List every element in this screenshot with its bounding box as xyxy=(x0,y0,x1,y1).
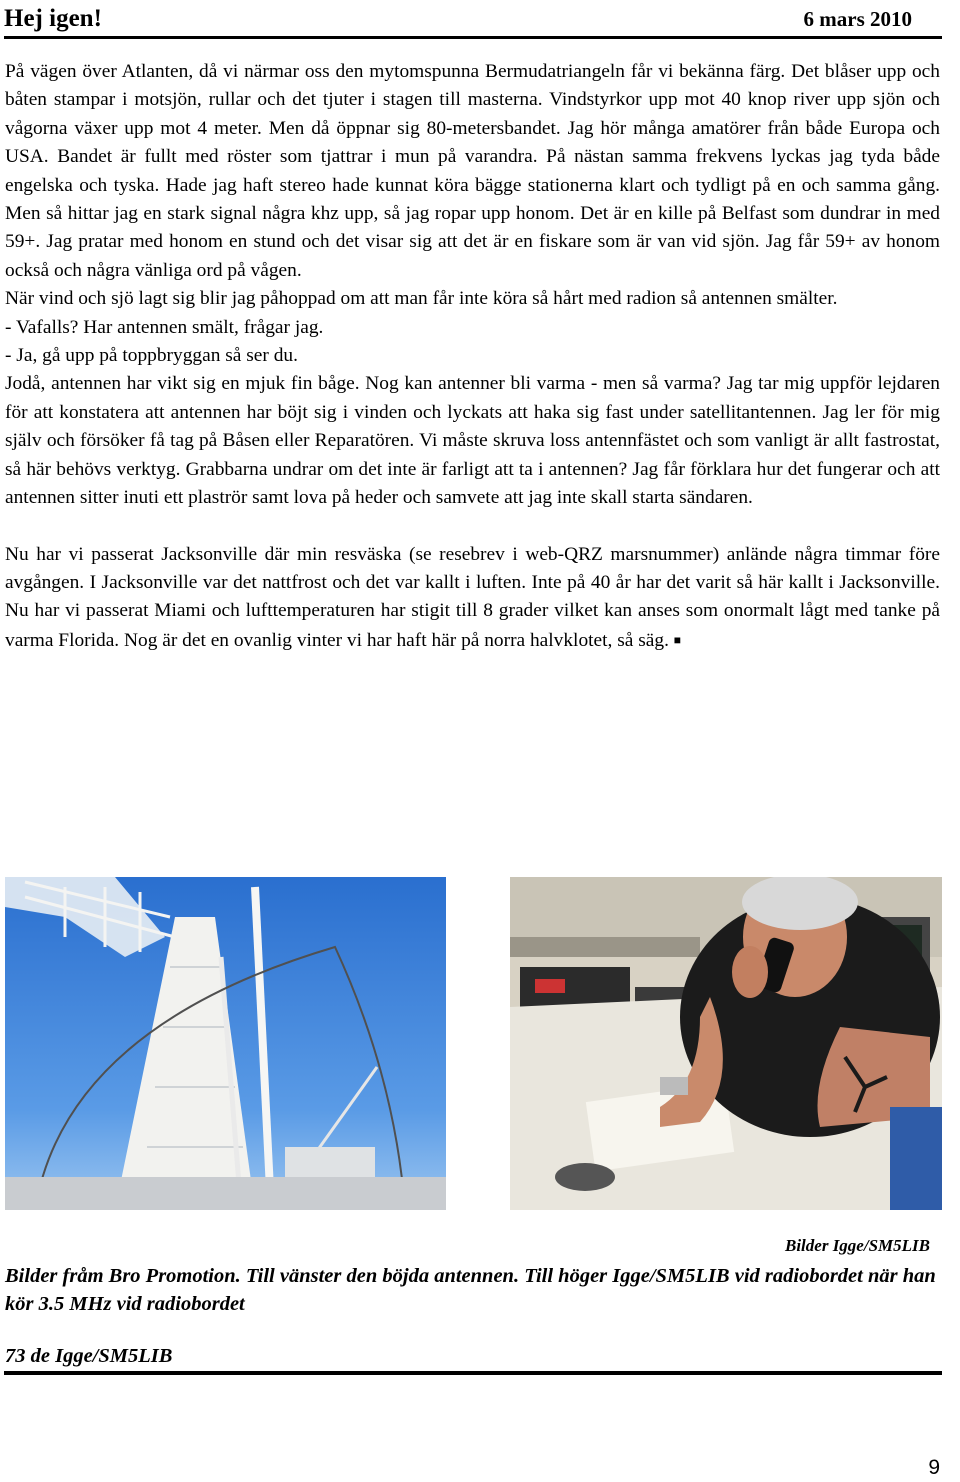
page-date: 6 mars 2010 xyxy=(803,7,912,31)
photo-caption: Bilder fråm Bro Promotion. Till vänster den böjda antennen. Till höger Igge/SM5LIB vid radiobordet när han kör 3.5 MHz vid radiobordet xyxy=(5,1265,936,1315)
paragraph: När vind och sjö lagt sig blir jag påhoppad om att man får inte köra så hårt med radion så antennen smälter. xyxy=(5,288,838,310)
paragraph: - Ja, gå upp på toppbryggan så ser du. xyxy=(5,345,298,367)
page-header xyxy=(4,0,942,39)
paragraph-text: Nu har vi passerat Jacksonville där min resväska (se resebrev i web-QRZ marsnummer) anlände några timmar före avgången. I Jacksonville var det nattfrost och det var kallt i luften. Inte på 40 år har det varit så här kallt i Jacksonville. Nu har vi passerat Miami och lufttemperaturen har stigit till 8 grader vilket kan anses som onormalt lågt med tanke på varma Florida. Nog är det en ovanlig vinter vi har haft här på norra halvklotet, så säg. xyxy=(5,543,940,651)
end-mark: ■ xyxy=(673,632,682,647)
photo-credit: Bilder Igge/SM5LIB xyxy=(785,1236,930,1255)
paragraph: - Vafalls? Har antennen smält, frågar jag. xyxy=(5,316,324,338)
article-body xyxy=(5,58,940,655)
paragraph xyxy=(5,541,940,656)
signoff: 73 de Igge/SM5LIB xyxy=(5,1345,173,1367)
paragraph: På vägen över Atlanten, då vi närmar oss den mytomspunna Bermudatriangeln får vi bekänna färg. Det blåser upp och båten stampar i motsjön, rullar och det tjuter i stagen till masterna. Vindstyrkor upp mot 40 knop river upp sjön och vågorna växer upp mot 4 meter. Men då öppnar sig 80-metersbandet. Jag hör många amatörer från både Europa och USA. Bandet är fullt med röster som tjattrar i mun på varandra. På nästan samma frekvens lyckas jag tyda både engelska och tyska. Hade jag haft stereo hade kunnat köra bägge stationerna klart och tydligt på en och samma gång. Men så hittar jag en stark signal några khz upp, så jag ropar upp honom. Det är en kille på Belfast som dundrar in med 59+. Jag pratar med honom en stund och det visar sig att det är en fiskare som är van vid sjön. Jag får 59+ av honom också och några vänliga ord på vågen. xyxy=(5,61,940,281)
radio-operator-photo xyxy=(510,877,942,1210)
page-title: Hej igen! xyxy=(4,5,102,32)
page-number: 9 xyxy=(928,1456,940,1479)
paragraph: Jodå, antennen har vikt sig en mjuk fin båge. Nog kan antenner bli varma - men så varma? Jag tar mig uppför lejdaren för att konstatera att antennen har böjt sig i vinden och lyckats att haka sig fast under satellitantennen. Jag ler för mig själv och försöker få tag på Båsen eller Reparatören. Vi måste skruva loss antennfästet och som vanligt är allt fastrostat, så här behövs verktyg. Grabbarna undrar om det inte är farligt att ta i antennen? Jag får förklara hur det fungerar och att antennen sitter inuti ett plaströr samt lova på heder och samvete att jag inte skall starta sändaren. xyxy=(5,373,940,509)
footer-divider xyxy=(4,1371,942,1375)
paragraph-gap xyxy=(5,513,940,541)
bent-antenna-mast-photo xyxy=(5,877,446,1210)
